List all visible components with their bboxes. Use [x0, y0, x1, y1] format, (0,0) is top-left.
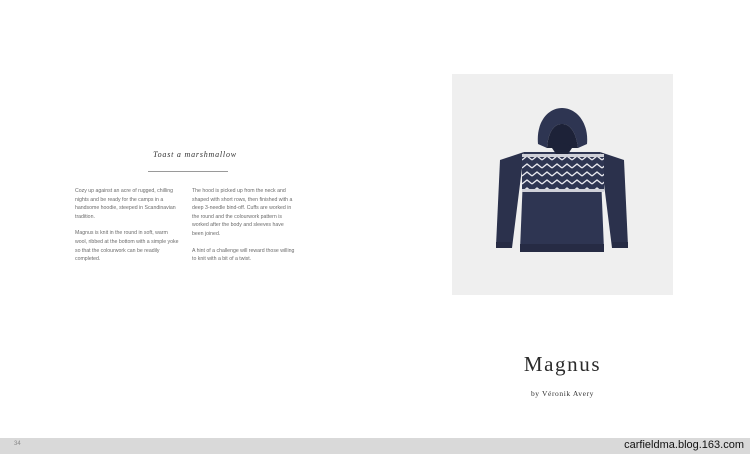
- intro-paragraph: Magnus is knit in the round in soft, warm wool, ribbed at the bottom with a simple yoke so that the colourwork can be readily completed.: [75, 230, 179, 263]
- hoodie-illustration: [452, 74, 673, 295]
- footer-bar: [0, 438, 750, 454]
- designer-byline: by Véronik Avery: [530, 389, 595, 398]
- sweater-photo: [452, 74, 673, 295]
- intro-paragraph: The hood is picked up from the neck and shaped with short rows, then finished with a deep 3-needle bind-off. Cuffs are worked in the round and the colourwork pattern is worked after the body and sleeves have been joined.: [192, 188, 293, 237]
- section-subtitle: Toast a marshmallow: [153, 150, 237, 159]
- pattern-title: Magnus: [523, 352, 602, 376]
- subtitle-divider: [148, 171, 228, 172]
- page-number: 34: [14, 441, 21, 447]
- intro-column-right: [192, 187, 296, 272]
- watermark-url: carfieldma.blog.163.com: [624, 439, 744, 451]
- intro-paragraph: A hint of a challenge will reward those willing to knit with a bit of a twist.: [192, 247, 295, 263]
- intro-paragraph: Cozy up against an acre of rugged, chilling nights and be ready for the camps in a handsome hoodie, steeped in Scandinavian tradition.: [75, 188, 176, 220]
- intro-column-left: [75, 187, 179, 272]
